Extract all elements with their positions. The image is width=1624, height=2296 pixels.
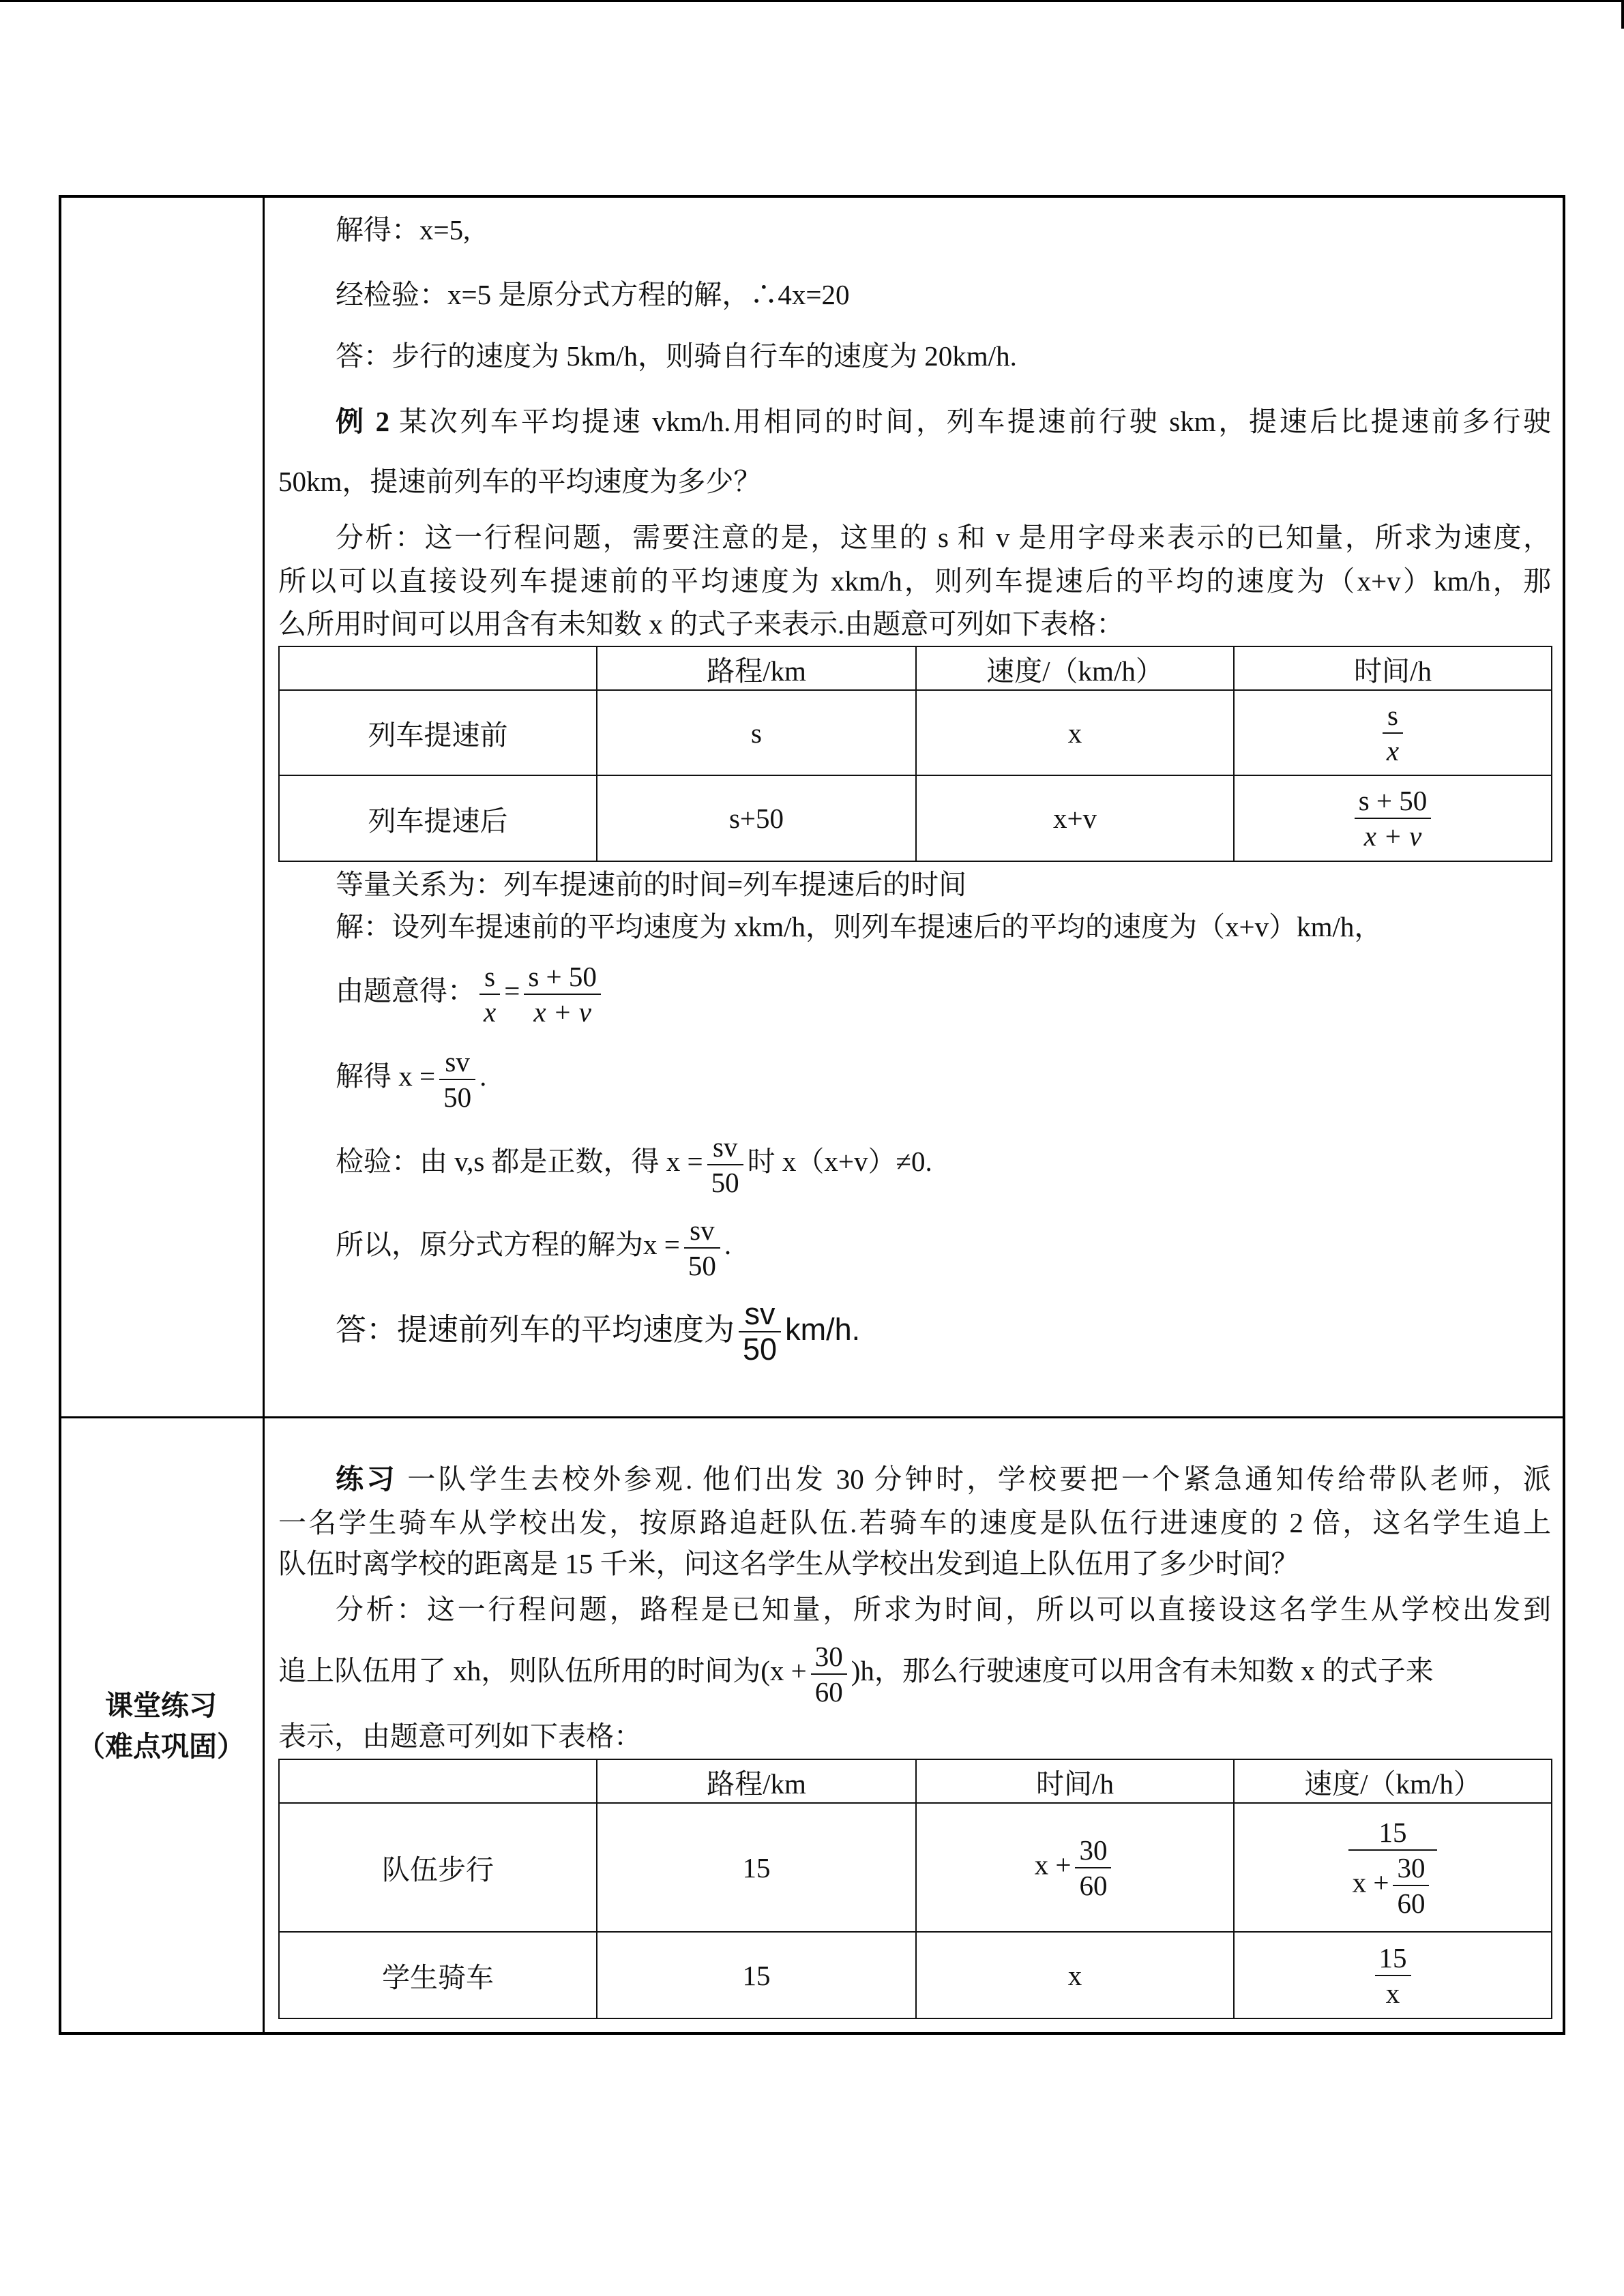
table-cell-distance: 15 [597, 1932, 916, 2018]
section-sublabel: （难点巩固） [77, 1731, 245, 1762]
conclusion-prefix: 所以，原分式方程的解为 [336, 1229, 643, 1260]
fraction-numerator: s + 50 [524, 959, 601, 995]
fraction-denominator: x + v [533, 996, 591, 1028]
exercise-line-3: 队伍时离学校的距离是 15 千米，问这名学生从学校出发到追上队伍用了多少时间？ [278, 1548, 1299, 1579]
table-header-time: 时间/h [1234, 646, 1552, 690]
table-cell-speed [1234, 1932, 1552, 2018]
fraction-denominator: 50 [688, 1249, 716, 1281]
lesson-table-row-divider [59, 1416, 1565, 1418]
fraction-denominator: x [1386, 734, 1400, 766]
fraction-numerator: 15 [1375, 1941, 1411, 1976]
exercise-text: 一队学生去校外参观. 他们出发 30 分钟时，学校要把一个紧急通知传给带队老师，派 [397, 1463, 1551, 1495]
fraction-numerator: sv [684, 1213, 720, 1249]
train-speed-table [278, 646, 1552, 862]
conclusion-suffix: . [724, 1229, 732, 1260]
time-expr: x + [1034, 1848, 1072, 1880]
table-cell-time [1234, 775, 1552, 861]
analysis-line2-prefix: 追上队伍用了 xh，则队伍所用的时间为( [278, 1655, 770, 1686]
verification-fraction [707, 1130, 743, 1199]
table-cell-time [916, 1803, 1234, 1932]
fraction-denominator: 50 [743, 1332, 778, 1367]
table-cell-label: 列车提速后 [279, 775, 597, 861]
equals-sign: = [504, 975, 520, 1007]
solution-line [278, 1035, 1551, 1117]
time-fraction [1355, 784, 1432, 853]
nested-fraction [1393, 1851, 1429, 1920]
fraction-denominator: 60 [1397, 1887, 1426, 1919]
example2-line-2: 50km，提速前列车的平均速度为多少？ [278, 466, 762, 497]
analysis-line2-expr: x + [769, 1655, 807, 1686]
exercise-line-2: 一名学生骑车从学校出发，按原路追赶队伍.若骑车的速度是队伍行进速度的 2 倍，这名学生追上 [278, 1507, 1551, 1538]
equal-relation-line: 等量关系为：列车提速前的时间=列车提速后的时间 [336, 869, 967, 900]
analysis-line-3: 么所用时间可以用含有未知数 x 的式子来表示.由题意可列如下表格： [278, 608, 1125, 640]
fraction-numerator: sv [707, 1130, 743, 1165]
table-cell-label: 列车提速前 [279, 690, 597, 775]
solution-setup-line: 解：设列车提速前的平均速度为 xkm/h，则列车提速后的平均的速度为（x+v）km/h， [336, 911, 1383, 942]
verification-line [278, 1120, 1551, 1202]
table-cell-label: 学生骑车 [279, 1932, 597, 2018]
table-cell-speed: x+v [916, 775, 1234, 861]
table-cell-time: x [916, 1932, 1234, 2018]
answer-line: 答：步行的速度为 5km/h，则骑自行车的速度为 20km/h. [336, 340, 1017, 372]
table-header-row [279, 646, 1552, 690]
exercise-analysis-line-2 [278, 1630, 1551, 1712]
fraction-denominator: x [1385, 1977, 1400, 2009]
march-cycling-table [278, 1759, 1552, 2019]
table-cell-speed: x [916, 690, 1234, 775]
fraction-numerator: s [1383, 698, 1403, 734]
final-answer-suffix: km/h. [785, 1312, 861, 1347]
fraction-denominator [1348, 1851, 1438, 1920]
time-fraction [1075, 1833, 1111, 1903]
analysis-line-1: 分析：这一行程问题，需要注意的是，这里的 s 和 v 是用字母来表示的已知量，所求为速度， [336, 522, 1551, 553]
table-header-empty-cell [279, 646, 597, 690]
fraction-denominator: 50 [443, 1081, 472, 1113]
equation-rhs-fraction [524, 959, 601, 1029]
final-answer-line [278, 1289, 1551, 1371]
final-answer-fraction [739, 1297, 781, 1367]
table-cell-distance: s [597, 690, 916, 775]
table-row [279, 1803, 1552, 1932]
speed-fraction [1348, 1815, 1438, 1920]
table-cell-distance: s+50 [597, 775, 916, 861]
table-header-speed: 速度/（km/h） [916, 646, 1234, 690]
exercise-line-1 [278, 1457, 1551, 1501]
equation-line [278, 950, 1551, 1032]
fraction-numerator: s [479, 959, 500, 995]
equation-lhs-fraction [479, 959, 500, 1029]
table-header-speed: 速度/（km/h） [1234, 1759, 1552, 1803]
verification-suffix: 时 x（x+v）≠0. [747, 1146, 932, 1177]
analysis-line2-fraction [811, 1639, 847, 1709]
example2-text: 某次列车平均提速 vkm/h.用相同的时间，列车提速前行驶 skm，提速后比提速前多行驶 [389, 406, 1551, 437]
exercise-analysis-line-1: 分析：这一行程问题，路程是已知量，所求为时间，所以可以直接设这名学生从学校出发到 [336, 1594, 1551, 1625]
table-header-time: 时间/h [916, 1759, 1234, 1803]
fraction-numerator: 30 [1393, 1851, 1429, 1886]
example2-line-1 [278, 400, 1551, 443]
section-label: 课堂练习 [105, 1690, 217, 1721]
denominator-expr: x + [1352, 1866, 1389, 1898]
table-header-row [279, 1759, 1552, 1803]
analysis-line2-suffix: )h，那么行驶速度可以用含有未知数 x 的式子来 [851, 1655, 1434, 1686]
fraction-denominator: 50 [711, 1166, 739, 1198]
solution-fraction [439, 1045, 475, 1114]
fraction-numerator: 30 [1075, 1833, 1111, 1868]
table-cell-speed [1234, 1803, 1552, 1932]
table-cell-label: 队伍步行 [279, 1803, 597, 1932]
table-row [279, 690, 1552, 775]
solution-prefix: 解得 [336, 1060, 392, 1092]
table-cell-time [1234, 690, 1552, 775]
fraction-numerator: s + 50 [1355, 784, 1432, 819]
solve-result-line: 解得：x=5, [336, 214, 471, 245]
table-row [279, 1932, 1552, 2018]
conclusion-lhs: x = [643, 1229, 680, 1260]
solution-lhs: x = [398, 1060, 436, 1092]
conclusion-line [278, 1204, 1551, 1285]
table-cell-distance: 15 [597, 1803, 916, 1932]
analysis-line-2: 所以可以直接设列车提速前的平均速度为 xkm/h，则列车提速后的平均的速度为（x+v）km/h，那 [278, 565, 1551, 597]
verification-lhs: x = [666, 1146, 703, 1177]
example2-label: 例 2 [336, 406, 390, 437]
fraction-numerator: 15 [1348, 1815, 1438, 1851]
table-row [279, 775, 1552, 861]
check-line: 经检验：x=5 是原分式方程的解，∴4x=20 [336, 279, 850, 310]
verification-prefix: 检验：由 v,s 都是正数，得 [336, 1146, 660, 1177]
fraction-numerator: sv [739, 1297, 781, 1332]
fraction-numerator: sv [439, 1045, 475, 1080]
fraction-denominator: 60 [1079, 1869, 1108, 1901]
time-fraction [1383, 698, 1403, 768]
page-top-edge-line [0, 0, 1624, 2]
conclusion-fraction [684, 1213, 720, 1283]
table-header-empty-cell [279, 1759, 597, 1803]
page-right-edge-mark [1621, 0, 1624, 29]
table-header-distance: 路程/km [597, 1759, 916, 1803]
fraction-denominator: x [484, 996, 497, 1028]
exercise-analysis-line-3: 表示，由题意可列如下表格： [278, 1720, 642, 1752]
fraction-denominator: 60 [814, 1675, 843, 1708]
speed-fraction [1375, 1941, 1411, 2010]
final-answer-prefix: 答：提速前列车的平均速度为 [336, 1312, 735, 1347]
equation-prefix: 由题意得： [336, 975, 475, 1007]
solution-suffix: . [479, 1060, 487, 1092]
exercise-label: 练习 [336, 1463, 398, 1495]
fraction-denominator: x + v [1363, 820, 1422, 852]
table-header-distance: 路程/km [597, 646, 916, 690]
fraction-numerator: 30 [811, 1639, 847, 1675]
